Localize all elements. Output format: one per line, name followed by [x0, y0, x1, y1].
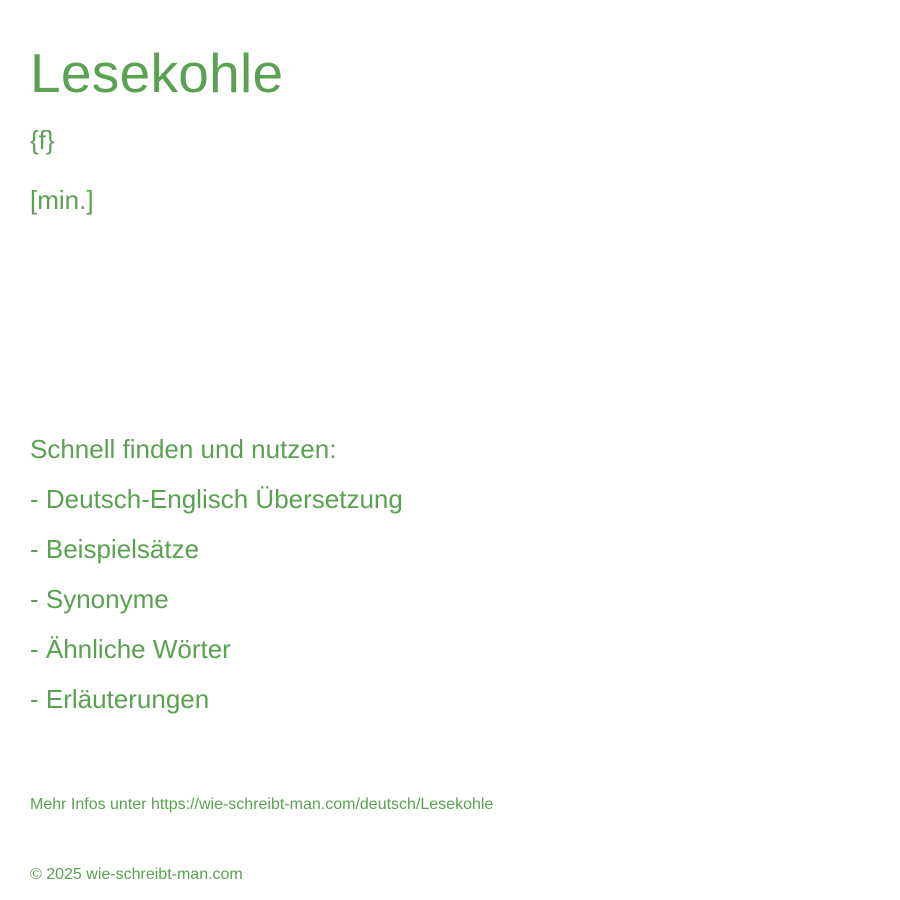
grammatical-gender: {f} [30, 125, 55, 155]
copyright-notice: © 2025 wie-schreibt-man.com [30, 866, 243, 883]
feature-item-translation: - Deutsch-Englisch Übersetzung [30, 484, 403, 514]
more-info-text: Mehr Infos unter https://wie-schreibt-man.com/deutsch/Lesekohle [30, 796, 494, 813]
feature-item-synonyms: - Synonyme [30, 584, 169, 614]
page-title: Lesekohle [30, 42, 284, 104]
feature-list [30, 424, 403, 724]
feature-item-example-sentences: - Beispielsätze [30, 534, 200, 564]
feature-item-similar-words: - Ähnliche Wörter [30, 634, 231, 664]
feature-list-heading: Schnell finden und nutzen: [30, 434, 337, 464]
register-label: [min.] [30, 185, 94, 215]
feature-item-explanations: - Erläuterungen [30, 684, 210, 714]
